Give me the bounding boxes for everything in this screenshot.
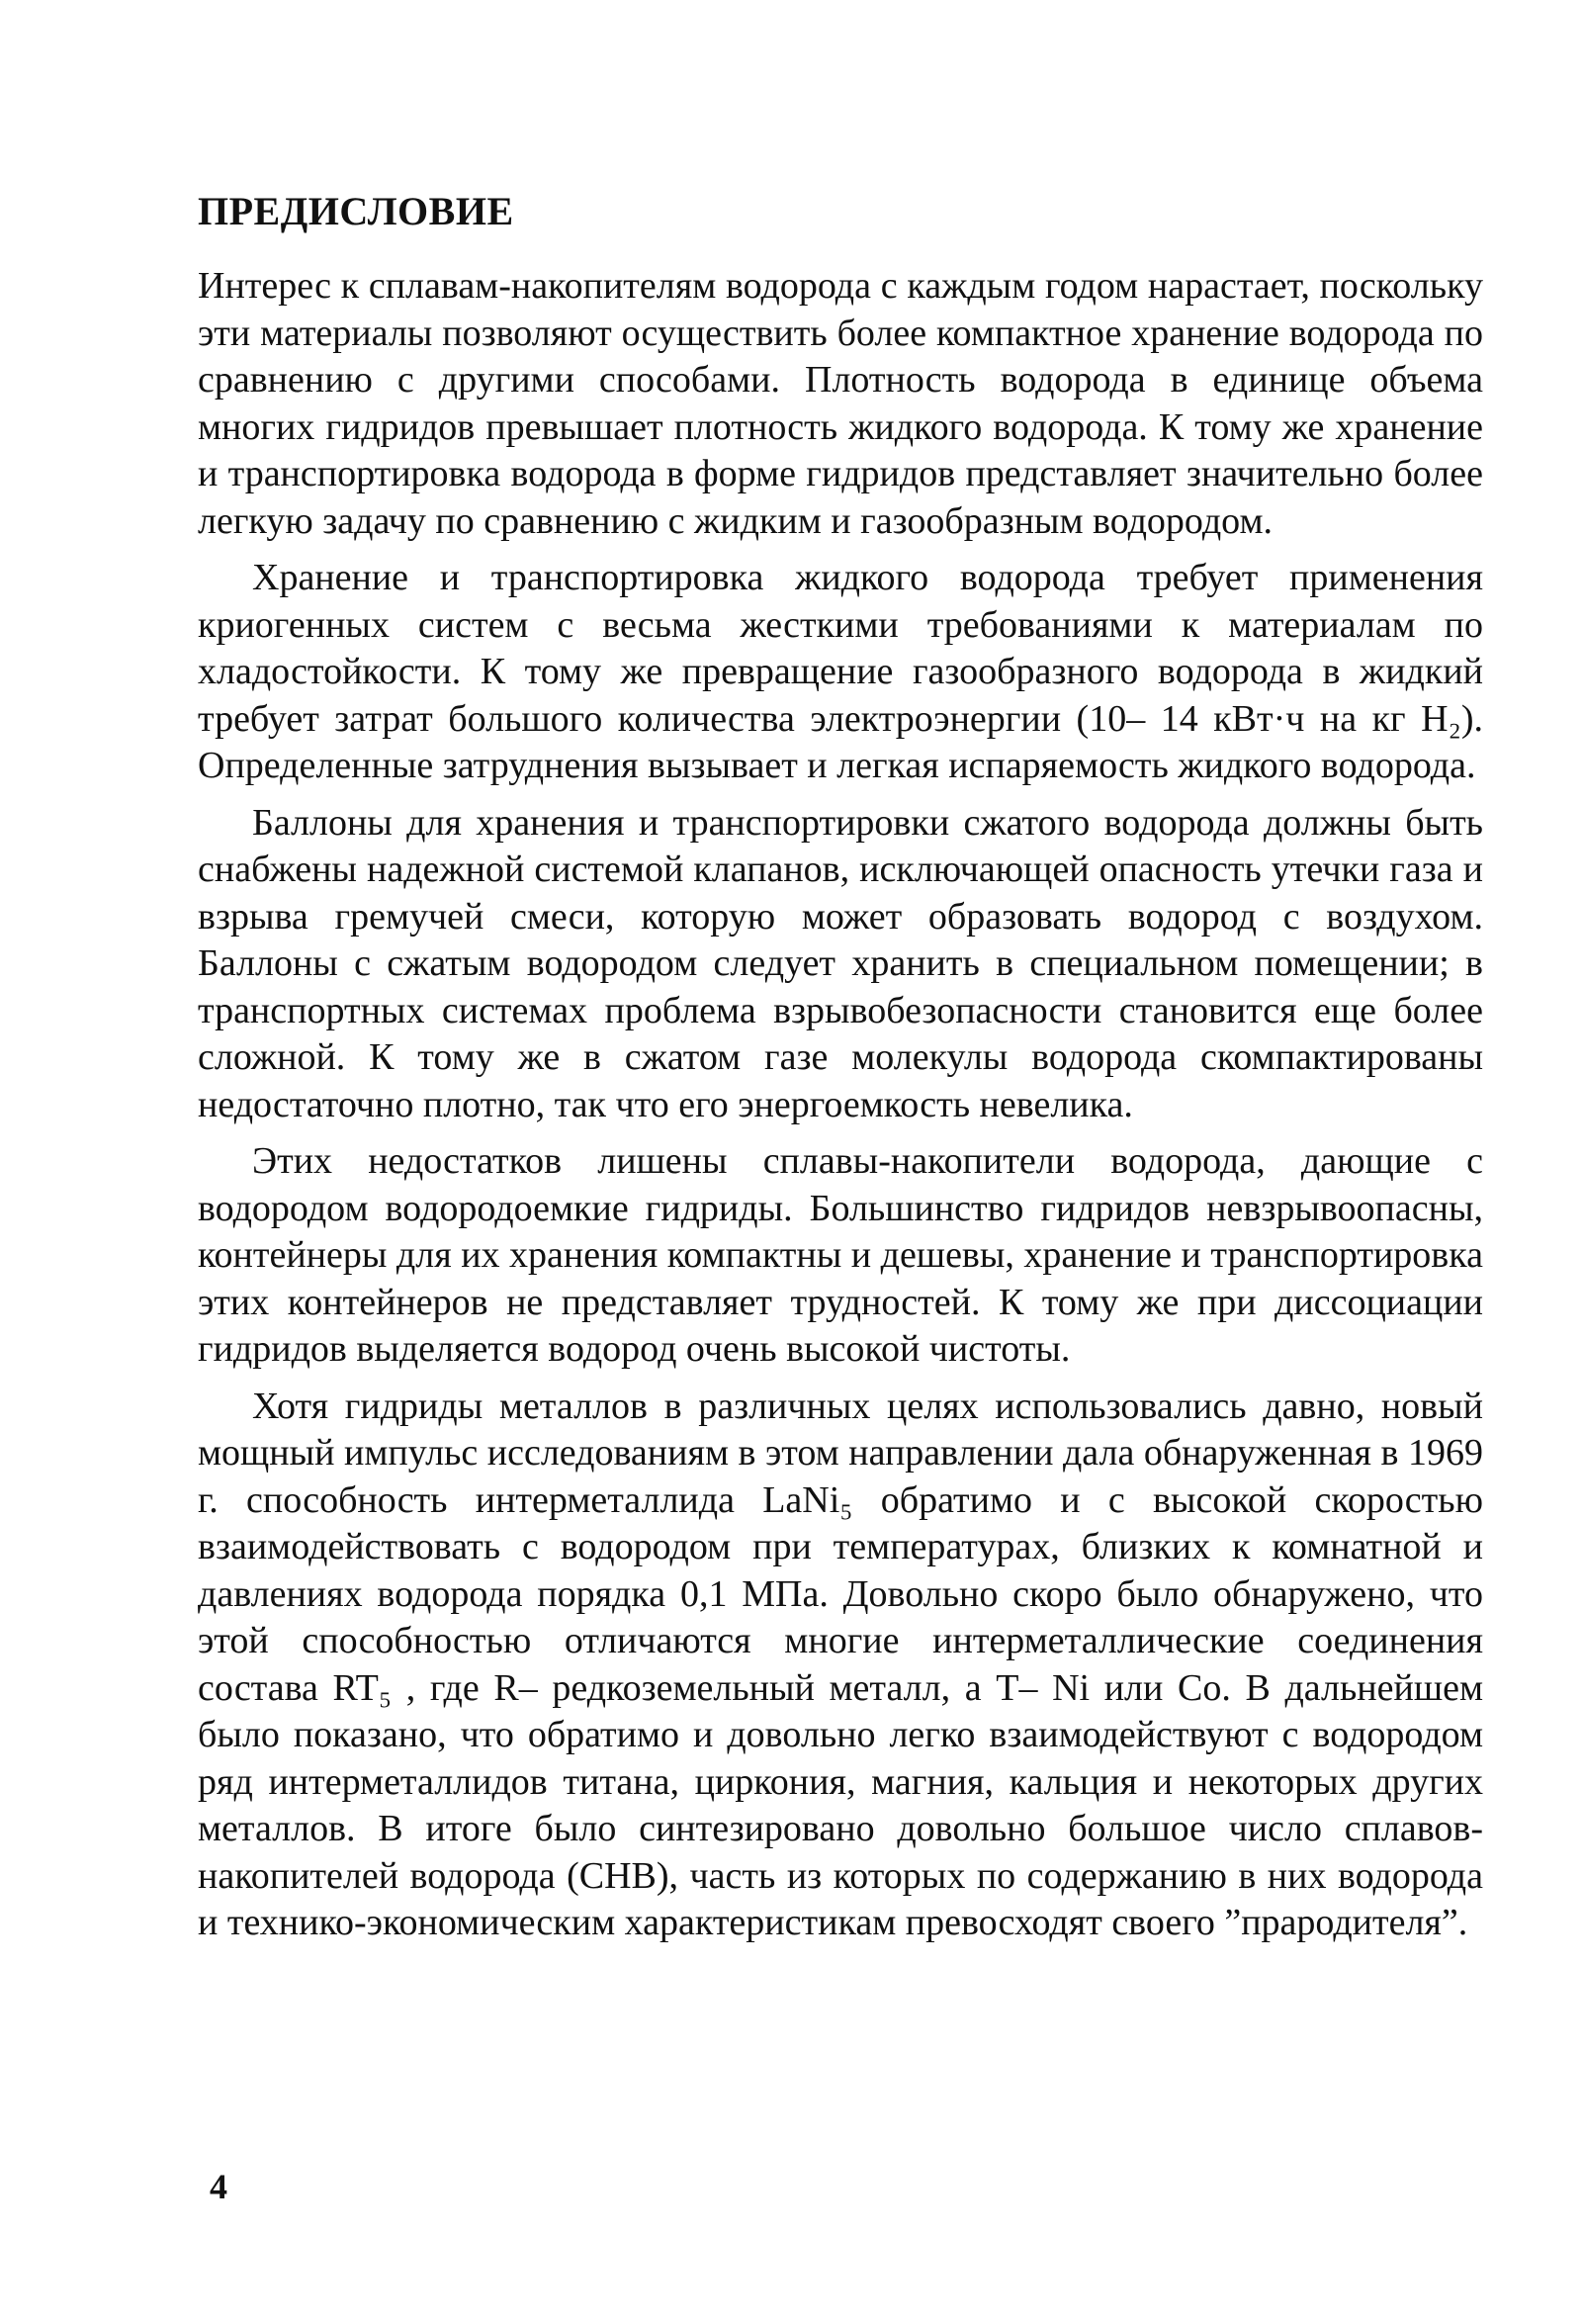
page-number: 4 <box>210 2167 227 2206</box>
paragraph-2: Хранение и транспортировка жидкого водорода требует применения криогенных систем с весьма жесткими требованиями к материалам по хладостойкости. К тому же превращение газообразного водорода в жидкий требует затрат большого количества электроэнергии (10– 14 кВт·ч на кг H₂). Определенные затруднения вызывает и легкая испаряемость жидкого водорода. <box>198 557 1483 786</box>
paragraph-5: Хотя гидриды металлов в различных целях использовались давно, новый мощный импульс исследованиям в этом направлении дала обнаруженная в 1969 г. способность интерметаллида LaNi₅ обратимо и с высокой скоростью взаимодействовать с водородом при температурах, близких к комнатной и давлениях водорода порядка 0,1 МПа. Довольно скоро было обнаружено, что этой способностью отличаются многие интерметаллические соединения состава RT₅ , где R– редкоземельный металл, а T– Ni или Co. В дальнейшем было показано, что обратимо и довольно легко взаимодействуют с водородом ряд интерметаллидов титана, циркония, магния, кальция и некоторых других металлов. В итоге было синтезировано довольно большое число сплавов-накопителей водорода (СНВ), часть из которых по содержанию в них водорода и технико-экономическим характеристикам превосходят своего ”прародителя”. <box>198 1385 1483 1943</box>
paragraph-1: Интерес к сплавам-накопителям водорода с каждым годом нарастает, поскольку эти материалы позволяют осуществить более компактное хранение водорода по сравнению с другими способами. Плотность водорода в единице объема многих гидридов превышает плотность жидкого водорода. К тому же хранение и транспортировка водорода в форме гидридов представляет значительно более легкую задачу по сравнению с жидким и газообразным водородом. <box>198 265 1483 542</box>
page-title: ПРЕДИСЛОВИЕ <box>198 189 514 233</box>
paragraph-4: Этих недостатков лишены сплавы-накопители водорода, дающие с водородом водородоемкие гидриды. Большинство гидридов невзрывоопасны, контейнеры для их хранения компактны и дешевы, хранение и транспортировка этих контейнеров не представляет трудностей. К тому же при диссоциации гидридов выделяется водород очень высокой чистоты. <box>198 1140 1483 1370</box>
paragraph-3: Баллоны для хранения и транспортировки сжатого водорода должны быть снабжены надежной системой клапанов, исключающей опасность утечки газа и взрыва гремучей смеси, которую может образовать водород с воздухом. Баллоны с сжатым водородом следует хранить в специальном помещении; в транспортных системах проблема взрывобезопасности становится еще более сложной. К тому же в сжатом газе молекулы водорода скомпактированы недостаточно плотно, так что его энергоемкость невелика. <box>198 801 1483 1125</box>
page-body <box>198 188 1483 1957</box>
